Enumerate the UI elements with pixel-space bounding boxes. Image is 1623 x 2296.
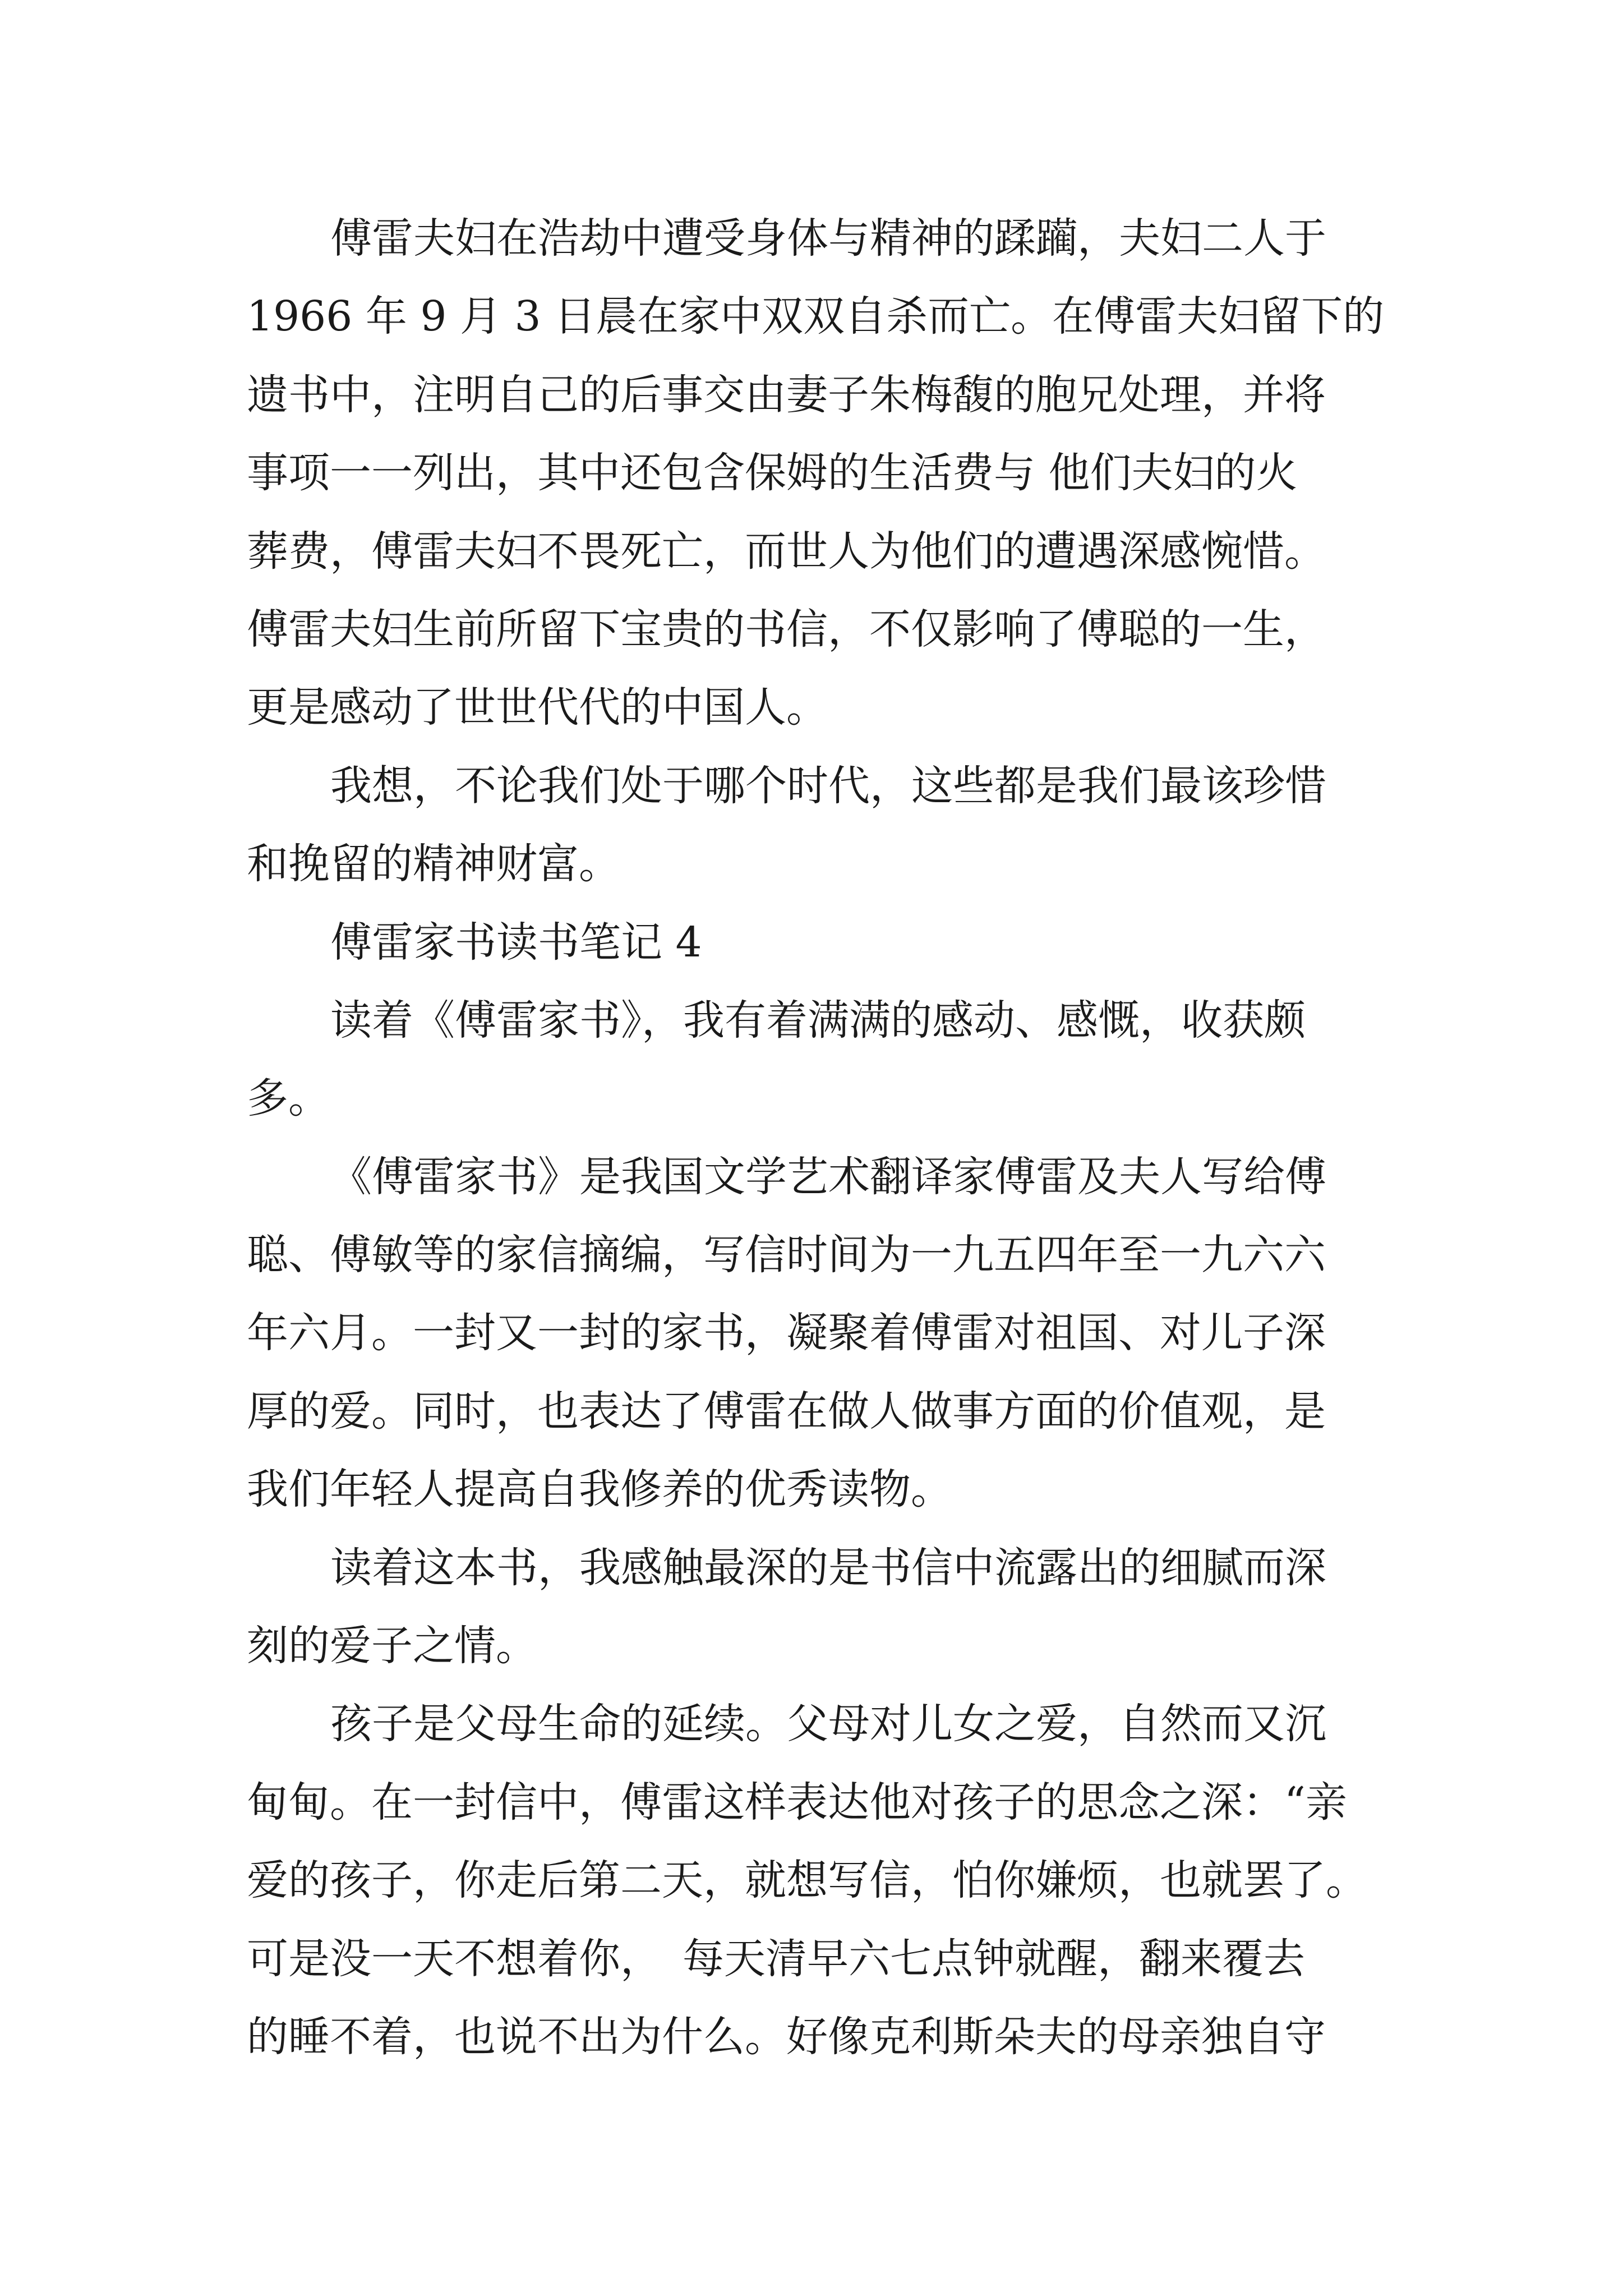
text-line: 我想，不论我们处于哪个时代，这些都是我们最该珍惜 — [330, 761, 1326, 810]
text-line: 聪、傅敏等的家信摘编，写信时间为一九五四年至一九六六 — [247, 1231, 1326, 1280]
text-line: 多。 — [247, 1074, 330, 1123]
text-line: 刻的爱子之情。 — [247, 1622, 537, 1671]
text-line: 可是没一天不想着你， 每天清早六七点钟就醒，翻来覆去 — [247, 1934, 1305, 1983]
text-line: 年六月。一封又一封的家书，凝聚着傅雷对祖国、对儿子深 — [247, 1309, 1326, 1358]
text-line: 事项一一列出，其中还包含保姆的生活费与 他们夫妇的火 — [247, 449, 1298, 498]
text-line: 傅雷夫妇在浩劫中遭受身体与精神的蹂躏，夫妇二人于 — [330, 214, 1326, 263]
text-line: 厚的爱。同时，也表达了傅雷在做人做事方面的价值观，是 — [247, 1387, 1326, 1435]
text-line: 我们年轻人提高自我修养的优秀读物。 — [247, 1465, 952, 1514]
text-line: 傅雷夫妇生前所留下宝贵的书信，不仅影响了傅聪的一生， — [247, 605, 1326, 654]
text-line: 1966 年 9 月 3 日晨在家中双双自杀而亡。在傅雷夫妇留下的 — [247, 292, 1385, 341]
body-text — [247, 200, 1391, 2076]
text-line: 读着这本书，我感触最深的是书信中流露出的细腻而深 — [330, 1543, 1326, 1592]
text-line: 和挽留的精神财富。 — [247, 840, 620, 889]
text-line: 甸甸。在一封信中，傅雷这样表达他对孩子的思念之深：“亲 — [247, 1778, 1347, 1826]
text-line: 更是感动了世世代代的中国人。 — [247, 683, 828, 732]
text-line: 傅雷家书读书笔记 4 — [330, 918, 702, 967]
text-line: 遗书中，注明自己的后事交由妻子朱梅馥的胞兄处理，并将 — [247, 370, 1326, 419]
text-line: 孩子是父母生命的延续。父母对儿女之爱，自然而又沉 — [330, 1700, 1326, 1749]
text-line: 的睡不着，也说不出为什么。好像克利斯朵夫的母亲独自守 — [247, 2012, 1326, 2061]
text-line: 爱的孩子，你走后第二天，就想写信，怕你嫌烦，也就罢了。 — [247, 1856, 1367, 1905]
text-line: 《傅雷家书》是我国文学艺术翻译家傅雷及夫人写给傅 — [330, 1152, 1326, 1201]
text-line: 读着《傅雷家书》，我有着满满的感动、感慨，收获颇 — [330, 996, 1306, 1045]
text-line: 葬费，傅雷夫妇不畏死亡，而世人为他们的遭遇深感惋惜。 — [247, 527, 1326, 576]
